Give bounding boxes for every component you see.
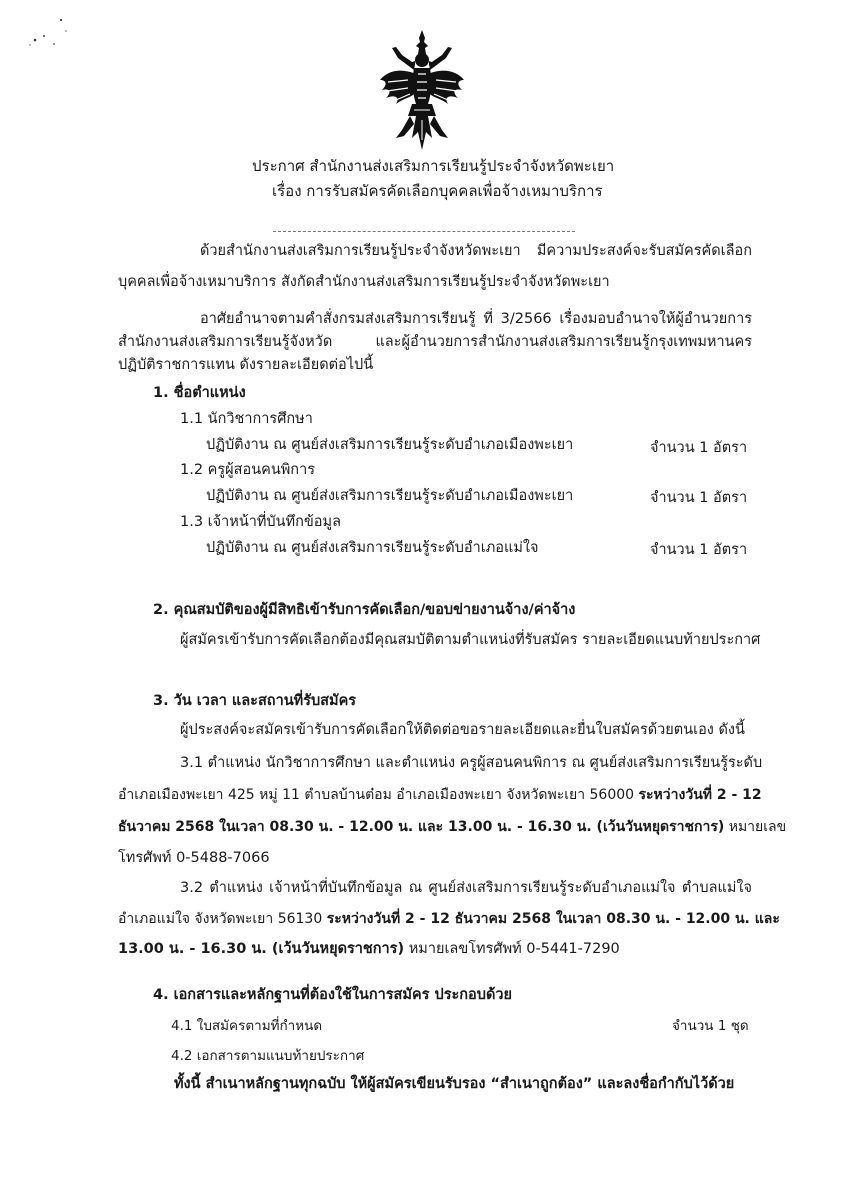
position-location: ปฏิบัติงาน ณ ศูนย์ส่งเสริมการเรียนรู้ระดับอำเภอเมืองพะเยา (206, 488, 574, 504)
position-location: ปฏิบัติงาน ณ ศูนย์ส่งเสริมการเรียนรู้ระดับอำเภอแม่ใจ (206, 540, 539, 556)
position-title: 1.1 นักวิชาการศึกษา (180, 411, 313, 427)
title-divider (273, 231, 575, 232)
intro-p1-line1: ด้วยสำนักงานส่งเสริมการเรียนรู้ประจำจังหวัดพะเยา มีความประสงค์จะรับสมัครคัดเลือก (200, 243, 752, 259)
section3-2-line3: 13.00 น. - 16.30 น. (เว้นวันหยุดราชการ) หมายเลขโทรศัพท์ 0-5441-7290 (118, 941, 620, 957)
intro-p1-line2: บุคคลเพื่อจ้างเหมาบริการ สังกัดสำนักงานส่งเสริมการเรียนรู้ประจำจังหวัดพะเยา (118, 274, 610, 290)
section2-text: ผู้สมัครเข้ารับการคัดเลือกต้องมีคุณสมบัติตามตำแหน่งที่รับสมัคร รายละเอียดแนบท้ายประกาศ (180, 632, 761, 648)
announcement-subject: เรื่อง การรับสมัครคัดเลือกบุคคลเพื่อจ้างเหมาบริการ (272, 182, 603, 200)
section3-2-line1: 3.2 ตำแหน่ง เจ้าหน้าที่บันทึกข้อมูล ณ ศูนย์ส่งเสริมการเรียนรู้ระดับอำเภอแม่ใจ ตำบลแม่ใจ (180, 880, 752, 896)
position-count: จำนวน 1 อัตรา (650, 440, 748, 456)
section4-note: ทั้งนี้ สำเนาหลักฐานทุกฉบับ ให้ผู้สมัครเขียนรับรอง “สำเนาถูกต้อง” และลงชื่อกำกับไว้ด้วย (174, 1076, 735, 1092)
section3-intro: ผู้ประสงค์จะสมัครเข้ารับการคัดเลือกให้ติดต่อขอรายละเอียดและยื่นใบสมัครด้วยตนเอง ดังนี้ (180, 722, 745, 738)
section4-item-1-count: จำนวน 1 ชุด (672, 1018, 749, 1034)
scan-specks (0, 0, 120, 70)
section4-heading: 4. เอกสารและหลักฐานที่ต้องใช้ในการสมัคร ประกอบด้วย (153, 987, 513, 1003)
intro-p2-line1: อาศัยอำนาจตามคำสั่งกรมส่งเสริมการเรียนรู้ ที่ 3/2566 เรื่องมอบอำนาจให้ผู้อำนวยการ (200, 311, 752, 327)
intro-p2-line3: ปฏิบัติราชการแทน ดังรายละเอียดต่อไปนี้ (118, 357, 374, 373)
section3-2-line2: อำเภอแม่ใจ จังหวัดพะเยา 56130 ระหว่างวันที่ 2 - 12 ธันวาคม 2568 ในเวลา 08.30 น. - 12.00 น. และ (118, 911, 780, 927)
section3-1-line2: อำเภอเมืองพะเยา 425 หมู่ 11 ตำบลบ้านต๋อม อำเภอเมืองพะเยา จังหวัดพะเยา 56000 ระหว่างวันที่ 2 - 12 (118, 787, 762, 803)
announcement-title: ประกาศ สำนักงานส่งเสริมการเรียนรู้ประจำจังหวัดพะเยา (252, 157, 615, 175)
garuda-emblem (378, 28, 466, 152)
section3-1-line4: โทรศัพท์ 0-5488-7066 (118, 850, 270, 866)
position-title: 1.3 เจ้าหน้าที่บันทึกข้อมูล (180, 514, 341, 530)
section4-item-2: 4.2 เอกสารตามแนบท้ายประกาศ (171, 1048, 365, 1064)
intro-p2-line2: สำนักงานส่งเสริมการเรียนรู้จังหวัด และผู้อำนวยการสำนักงานส่งเสริมการเรียนรู้กรุงเทพมหานคร (118, 334, 752, 350)
position-title: 1.2 ครูผู้สอนคนพิการ (180, 462, 316, 478)
section1-heading: 1. ชื่อตำแหน่ง (153, 385, 246, 401)
position-count: จำนวน 1 อัตรา (650, 490, 748, 506)
position-count: จำนวน 1 อัตรา (650, 542, 748, 558)
section3-1-line1: 3.1 ตำแหน่ง นักวิชาการศึกษา และตำแหน่ง ครูผู้สอนคนพิการ ณ ศูนย์ส่งเสริมการเรียนรู้ระดับ (180, 755, 763, 771)
section3-1-line3: ธันวาคม 2568 ในเวลา 08.30 น. - 12.00 น. และ 13.00 น. - 16.30 น. (เว้นวันหยุดราชการ) หมายเลข (118, 819, 787, 835)
position-location: ปฏิบัติงาน ณ ศูนย์ส่งเสริมการเรียนรู้ระดับอำเภอเมืองพะเยา (206, 437, 574, 453)
section3-heading: 3. วัน เวลา และสถานที่รับสมัคร (153, 693, 357, 709)
section2-heading: 2. คุณสมบัติของผู้มีสิทธิเข้ารับการคัดเลือก/ขอบข่ายงานจ้าง/ค่าจ้าง (153, 602, 576, 618)
section4-item-1: 4.1 ใบสมัครตามที่กำหนด (171, 1018, 323, 1034)
